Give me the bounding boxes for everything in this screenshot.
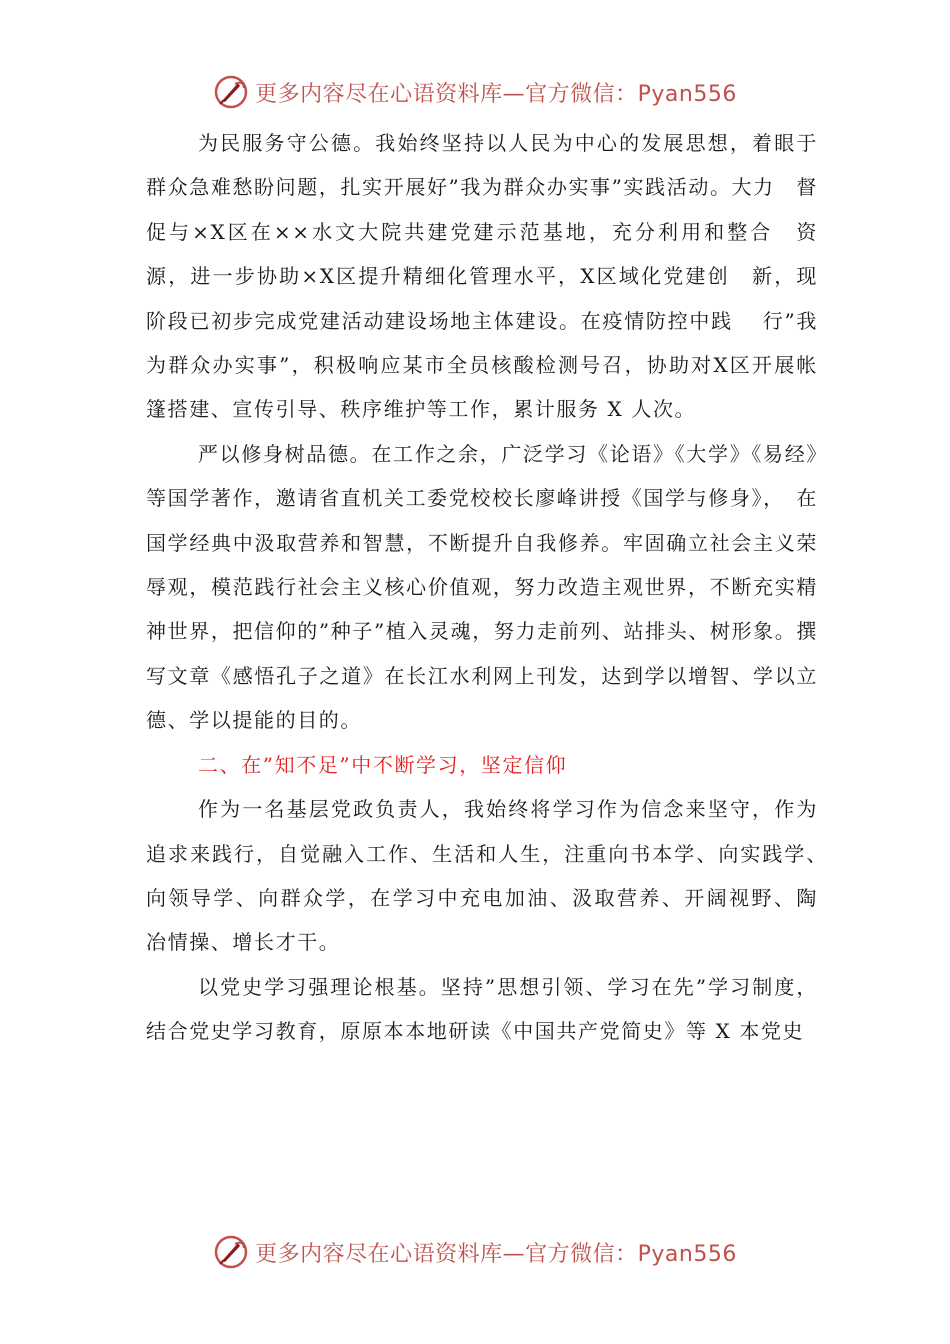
paragraph-self-cultivation: 严以修身树品德。在工作之余，广泛学习《论语》《大学》《易经》等国学著作，邀请省直机关工委党校校长廖峰讲授《国学与修身》， 在国学经典中汲取营养和智慧，不断提升自我修养。牢固确立社会主义荣辱观，模范践行社会主义核心价值观，努力改造主观世界，不断充实精神世界，把信仰的”种子”植入灵魂，努力走前列、站排头、树形象。撰写文章《感悟孔子之道》在长江水利网上刊发，达到学以增智、学以立德、学以提能的目的。 <box>146 441 818 733</box>
watermark-text: 更多内容尽在心语资料库—官方微信：Pyan556 <box>255 1241 737 1267</box>
paragraph-public-virtue: 为民服务守公德。我始终坚持以人民为中心的发展思想，着眼于群众急难愁盼问题，扎实开展好”我为群众办实事”实践活动。大力 督促与×X区在××水文大院共建党建示范基地，充分利用和整合 资源，进一步协助×X区提升精细化管理水平，X区域化党建创 新，现阶段已初步完成党建活动建设场地主体建设。在疫情防控中践 行”我为群众办实事”，积极响应某市全员核酸检测号召，协助对X区开展帐篷搭建、宣传引导、秩序维护等工作，累计服务 X 人次。 <box>146 131 819 422</box>
paragraph-learning-belief: 作为一名基层党政负责人，我始终将学习作为信念来坚守，作为 追求来践行，自觉融入工作、生活和人生，注重向书本学、向实践学、 向领导学、向群众学，在学习中充电加油、汲取营养、开阔视野、陶 冶情操、增长才干。 <box>146 797 840 955</box>
paragraph-party-history: 以党史学习强理论根基。坚持”思想引领、学习在先”学习制度，结合党史学习教育，原原本本地研读《中国共产党简史》等 X 本党史 <box>146 974 818 1044</box>
quill-logo-icon <box>213 74 249 110</box>
watermark-banner-top <box>0 70 950 114</box>
document-body <box>146 121 840 1054</box>
quill-logo-icon <box>213 1234 249 1270</box>
watermark-banner-bottom <box>0 1230 950 1274</box>
watermark-text: 更多内容尽在心语资料库—官方微信：Pyan556 <box>255 81 737 107</box>
section-heading: 二、在”知不足”中不断学习，坚定信仰 <box>198 752 568 777</box>
